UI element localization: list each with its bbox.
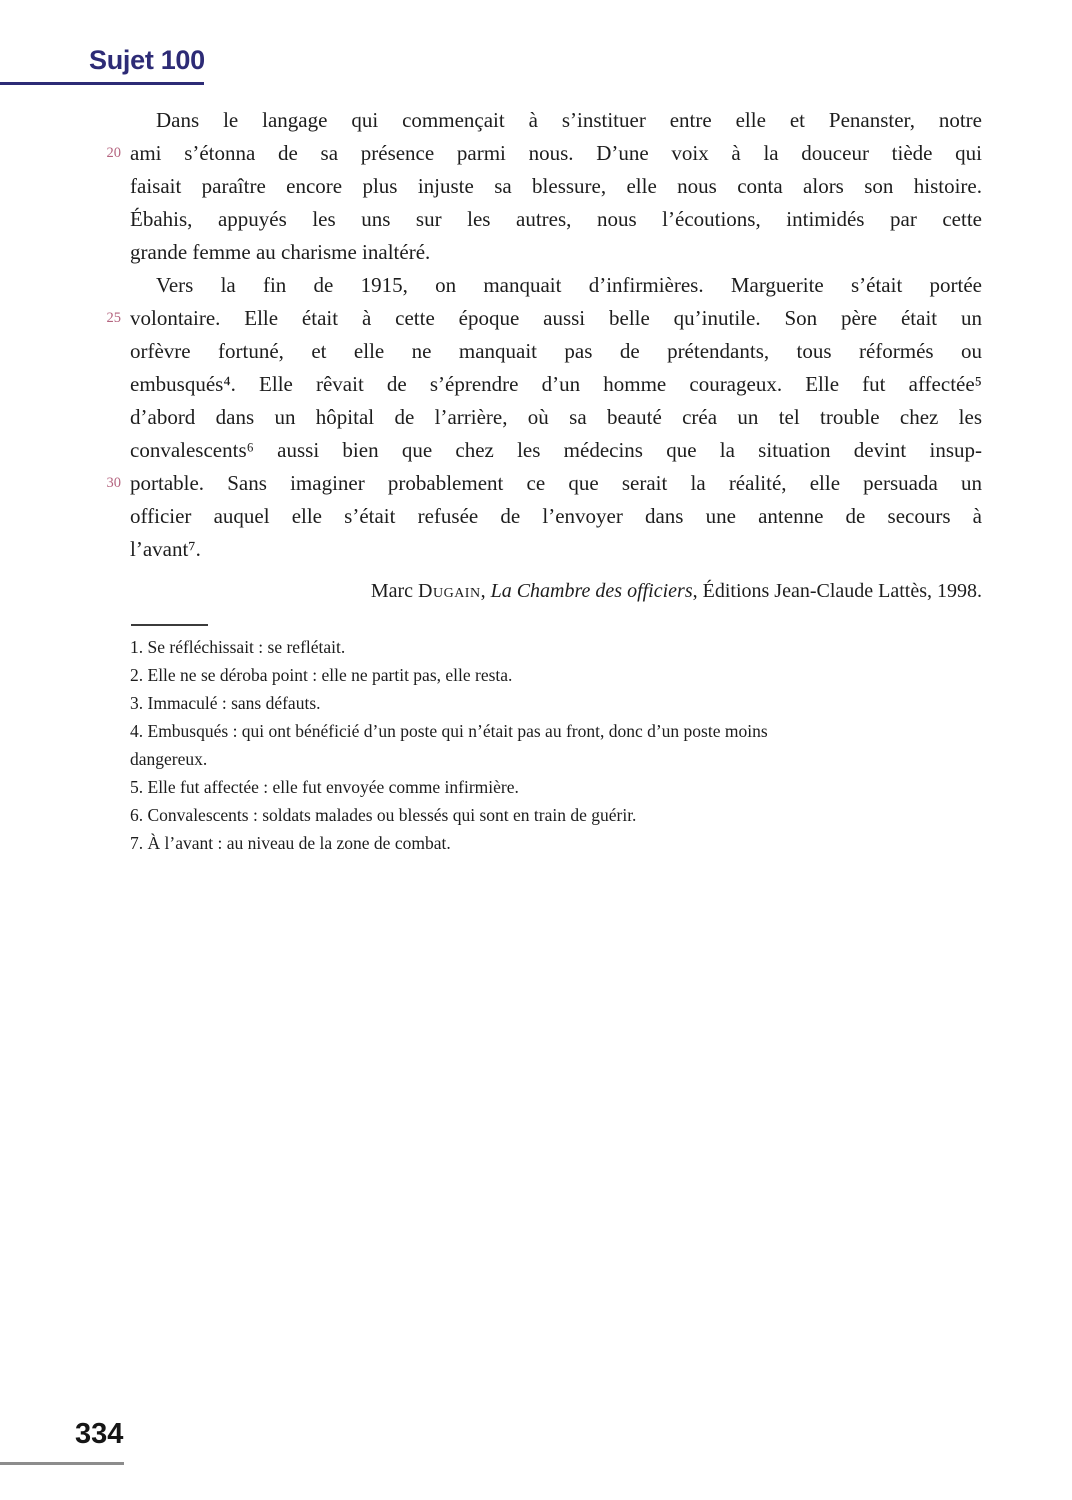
passage-line: Ébahis, appuyés les uns sur les autres, nous l’écoutions, intimidés par cette [130, 207, 982, 231]
citation-author-last: Dugain [418, 580, 481, 602]
citation-separator: , [480, 580, 491, 602]
citation-author-first: Marc [370, 580, 419, 602]
passage-line: convalescents⁶ aussi bien que chez les médecins que la situation devint insup- [130, 438, 982, 462]
passage-line: officier auquel elle s’était refusée de l’envoyer dans une antenne de secours à [130, 504, 982, 528]
page-title: Sujet 100 [89, 45, 205, 75]
passage-line: embusqués⁴. Elle rêvait de s’éprendre d’un homme courageux. Elle fut affectée⁵ [130, 372, 982, 396]
passage-line: faisait paraître encore plus injuste sa blessure, elle nous conta alors son histoire. [130, 174, 982, 198]
footnote-5: 5. Elle fut affectée : elle fut envoyée comme infirmière. [130, 777, 519, 797]
footnote-4: 4. Embusqués : qui ont bénéficié d’un poste qui n’était pas au front, donc d’un poste moins [130, 721, 768, 741]
citation-work-title: La Chambre des officiers [490, 580, 693, 602]
passage-line: d’abord dans un hôpital de l’arrière, où sa beauté créa un tel trouble chez les [130, 405, 982, 429]
footer-rule [0, 1462, 124, 1465]
reading-passage [106, 104, 982, 566]
footnote-rule [131, 624, 208, 626]
passage-line: orfèvre fortuné, et elle ne manquait pas de prétendants, tous réformés ou [130, 339, 982, 363]
footnotes-section [130, 622, 986, 857]
passage-line: Vers la fin de 1915, on manquait d’infirmières. Marguerite s’était portée [156, 273, 982, 297]
passage-line: volontaire. Elle était à cette époque aussi belle qu’inutile. Son père était un [130, 306, 982, 330]
passage-line: portable. Sans imaginer probablement ce que serait la réalité, elle persuada un [130, 471, 982, 495]
line-number-20: 20 [106, 145, 121, 161]
footnote-7: 7. À l’avant : au niveau de la zone de combat. [130, 833, 451, 853]
passage-line: l’avant⁷. [130, 537, 201, 561]
line-number-30: 30 [106, 475, 121, 491]
line-number-25: 25 [106, 310, 121, 326]
passage-line: Dans le langage qui commençait à s’instituer entre elle et Penanster, notre [156, 108, 982, 132]
page-number: 334 [75, 1418, 124, 1450]
footnote-2: 2. Elle ne se déroba point : elle ne partit pas, elle resta. [130, 665, 513, 685]
passage-line: ami s’étonna de sa présence parmi nous. D’une voix à la douceur tiède qui [130, 141, 982, 165]
header-rule [0, 82, 204, 85]
footnote-6: 6. Convalescents : soldats malades ou blessés qui sont en train de guérir. [130, 805, 637, 825]
footnote-4-continuation: dangereux. [130, 749, 208, 769]
passage-line: grande femme au charisme inaltéré. [130, 240, 431, 264]
source-citation [130, 577, 982, 605]
footnote-1: 1. Se réfléchissait : se reflétait. [130, 637, 346, 657]
citation-publisher-year: , Éditions Jean-Claude Lattès, 1998. [692, 580, 982, 602]
footnote-3: 3. Immaculé : sans défauts. [130, 693, 321, 713]
